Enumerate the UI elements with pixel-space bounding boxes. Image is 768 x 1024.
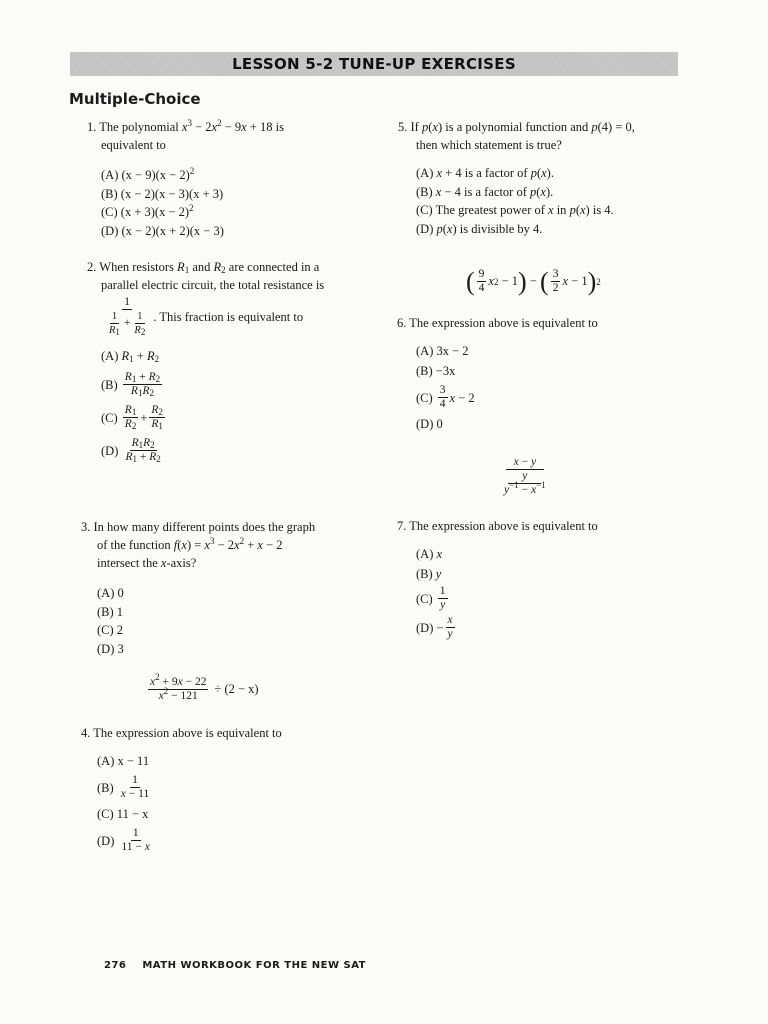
- q2-option-d[interactable]: (D) $\frac{R_1R_2}{R_1 + R_2}$: [101, 437, 161, 464]
- q5-option-b[interactable]: (B) x − 4 is a factor of p(x).: [416, 184, 554, 199]
- q4-option-d[interactable]: (D) $\frac{1}{11 - x}$: [97, 827, 150, 853]
- q6-number: 6.: [397, 316, 407, 330]
- section-title: Multiple-Choice: [69, 90, 201, 108]
- question-4: 4. The expression above is equivalent to (A) x − 11 (B) $\frac{1}{x - 11}$ (C) 11 − x (D) $\frac{1}{11 - x}$: [81, 724, 381, 854]
- q2-option-a[interactable]: (A) $R_1 + R_2$: [101, 349, 160, 364]
- q1-number: 1.: [87, 120, 97, 134]
- q7-option-d[interactable]: (D) − $\frac{x}{y}$: [416, 614, 453, 640]
- q2-number: 2.: [87, 260, 97, 274]
- question-3: 3. In how many different points does the graph of the function $f(x) = x^3 - 2x^2 + x - 2$ intersect the x-axis? (A) 0 (B) 1 (C) 2 (D) 3: [81, 518, 381, 658]
- q7-option-c[interactable]: (C) $\frac{1}{y}$: [416, 585, 446, 611]
- q4-option-a[interactable]: (A) x − 11: [97, 754, 150, 768]
- question-2: 2. When resistors $R_1$ and $R_2$ are connected in a parallel electric circuit, the total resistance is 1 $\frac{1}{R_1}$ + $\frac{1}{R_2}$ . This fraction is equivalent to (A) $R_1 + R_2$ (B) $\frac{R_1 + R_2}{R_1R_2}$ (C) $\frac{R_1}{R_2}$ + $\frac{R_2}{R_1}$ (D) $\frac{R_1R_2}{R_1 + R_2}$: [87, 258, 387, 464]
- q4-option-b[interactable]: (B) $\frac{1}{x - 11}$: [97, 774, 150, 800]
- question-7: 7. The expression above is equivalent to (A) x (B) y (C) $\frac{1}{y}$ (D) − $\frac{x}{y}$: [397, 517, 697, 641]
- q5-number: 5.: [398, 120, 408, 134]
- q5-option-c[interactable]: (C) The greatest power of x in p(x) is 4.: [416, 203, 614, 217]
- q1-option-a[interactable]: (A) $(x - 9)(x - 2)^2$: [101, 165, 195, 182]
- q4-option-c[interactable]: (C) 11 − x: [97, 807, 149, 821]
- q6-option-d[interactable]: (D) 0: [416, 417, 443, 431]
- q6-options: [397, 342, 697, 433]
- q1-option-b[interactable]: (B) (x − 2)(x − 3)(x + 3): [101, 186, 224, 201]
- q6-option-a[interactable]: (A) 3x − 2: [416, 344, 469, 358]
- q3-number: 3.: [81, 520, 91, 534]
- q4-expression: $\frac{x^2 + 9x - 22}{x^2 - 121}$ ÷ (2 − x): [150, 672, 259, 702]
- page-footer: [104, 960, 366, 971]
- q6-expression: ( $\frac{9}{4}$ x 2 − 1 ) − ( $\frac{3}{2}$ x − 1 ) 2: [466, 266, 601, 296]
- q7-expression: x − y y $y^{-1} - x^{-1}$: [504, 456, 546, 496]
- q1-options: [87, 166, 377, 240]
- question-5: 5. If p(x) is a polynomial function and p(4) = 0, then which statement is true? (A) x + 4 is a factor of p(x). (B) x − 4 is a factor of p(x). (C) The greatest power of x in p(x) is 4. (D) p(x) is divisible by 4.: [398, 118, 698, 238]
- q7-option-a[interactable]: (A) x: [416, 547, 443, 561]
- q5-option-d[interactable]: (D) p(x) is divisible by 4.: [416, 221, 543, 236]
- q7-option-b[interactable]: (B) y: [416, 567, 442, 581]
- q7-options: [397, 545, 697, 641]
- q1-option-d[interactable]: (D) (x − 2)(x + 2)(x − 3): [101, 223, 224, 238]
- page-number: 276: [104, 960, 127, 971]
- q3-option-c[interactable]: (C) 2: [97, 623, 124, 637]
- q3-option-a[interactable]: (A) 0: [97, 586, 124, 600]
- q6-option-b[interactable]: (B) −3x: [416, 364, 456, 378]
- q4-number: 4.: [81, 726, 91, 740]
- q1-option-c[interactable]: (C) $(x + 3)(x - 2)^2$: [101, 202, 194, 219]
- lesson-banner: [70, 52, 678, 76]
- q2-option-b[interactable]: (B) $\frac{R_1 + R_2}{R_1R_2}$: [101, 371, 161, 398]
- book-title: MATH WORKBOOK FOR THE NEW SAT: [142, 960, 366, 971]
- q6-option-c[interactable]: (C) $\frac{3}{4}$ x − 2: [416, 384, 475, 410]
- q3-option-d[interactable]: (D) 3: [97, 641, 124, 656]
- lesson-title: LESSON 5-2 TUNE-UP EXERCISES: [232, 55, 516, 73]
- q5-options: [398, 164, 698, 238]
- q2-option-c[interactable]: (C) $\frac{R_1}{R_2}$ + $\frac{R_2}{R_1}$: [101, 404, 163, 431]
- q3-option-b[interactable]: (B) 1: [97, 604, 124, 619]
- question-1: 1. The polynomial $x^3 - 2x^2 - 9x + 18$ is equivalent to (A) $(x - 9)(x - 2)^2$ (B) (x − 2)(x − 3)(x + 3) (C) $(x + 3)(x - 2)^2$ (D) (x − 2)(x + 2)(x − 3): [87, 118, 377, 240]
- q7-number: 7.: [397, 519, 407, 533]
- question-6: 6. The expression above is equivalent to (A) 3x − 2 (B) −3x (C) $\frac{3}{4}$ x − 2 (D) 0: [397, 314, 697, 433]
- q5-option-a[interactable]: (A) x + 4 is a factor of p(x).: [416, 166, 554, 180]
- q3-options: [81, 584, 381, 658]
- q2-options: [87, 347, 387, 464]
- q4-options: [81, 752, 381, 854]
